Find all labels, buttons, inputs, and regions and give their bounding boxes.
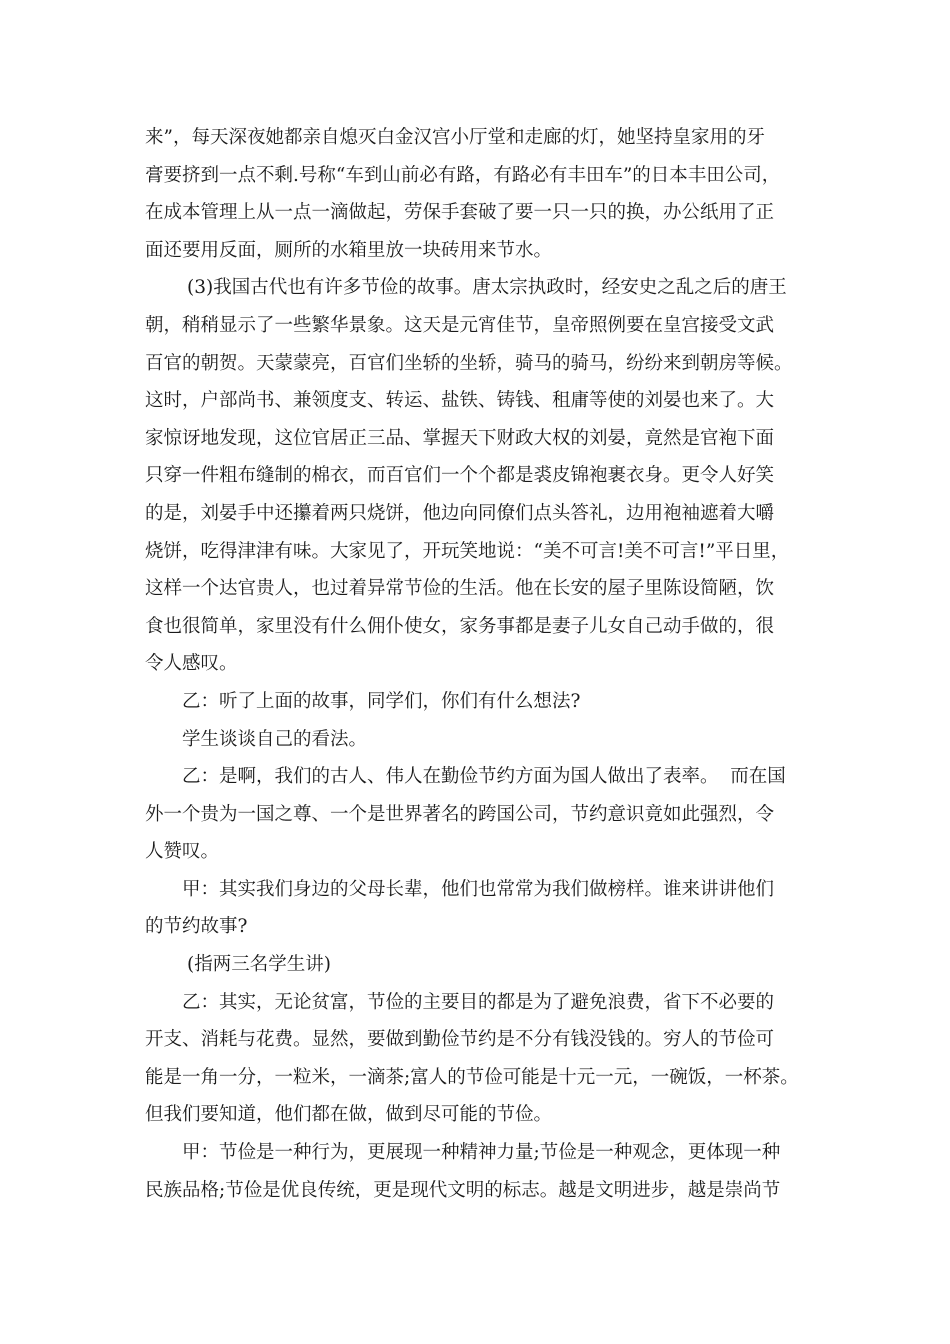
text-line: 但我们要知道，他们都在做，做到尽可能的节俭。 — [145, 1104, 553, 1126]
text-line: 面还要用反面，厕所的水箱里放一块砖用来节水。 — [145, 239, 553, 261]
text-line: 人赞叹。 — [145, 841, 220, 863]
text-line: 乙：其实，无论贫富，节俭的主要目的都是为了避免浪费，省下不必要的 — [182, 991, 775, 1013]
text-line: 甲：节俭是一种行为，更展现一种精神力量;节俭是一种观念，更体现一种 — [182, 1142, 781, 1164]
text-line: 百官的朝贺。天蒙蒙亮，百官们坐轿的坐轿，骑马的骑马，纷纷来到朝房等候。 — [145, 352, 793, 374]
text-line: 烧饼，吃得津津有味。大家见了，开玩笑地说：“美不可言!美不可言!”平日里， — [145, 540, 790, 562]
text-line: (指两三名学生讲) — [187, 954, 331, 976]
text-line: 来”，每天深夜她都亲自熄灭白金汉宫小厅堂和走廊的灯，她坚持皇家用的牙 — [145, 127, 765, 148]
text-line: 食也很简单，家里没有什么佣仆使女，家务事都是妻子儿女自己动手做的，很 — [145, 615, 775, 637]
text-line: 能是一角一分，一粒米，一滴茶;富人的节俭可能是十元一元，一碗饭，一杯茶。 — [145, 1066, 799, 1088]
text-line: 这样一个达官贵人，也过着异常节俭的生活。他在长安的屋子里陈设简陋，饮 — [145, 578, 775, 600]
text-line: 朝，稍稍显示了一些繁华景象。这天是元宵佳节，皇帝照例要在皇宫接受文武 — [145, 314, 775, 336]
text-line: 学生谈谈自己的看法。 — [182, 728, 368, 750]
text-line: 令人感叹。 — [145, 653, 238, 675]
text-line: (3)我国古代也有许多节俭的故事。唐太宗执政时，经安史之乱之后的唐王 — [187, 277, 787, 299]
text-line: 膏要挤到一点不剩.号称“车到山前必有路，有路必有丰田车”的日本丰田公司， — [145, 164, 781, 186]
text-line: 的是，刘晏手中还攥着两只烧饼，他边向同僚们点头答礼，边用袍袖遮着大嚼 — [145, 502, 775, 524]
text-line: 外一个贵为一国之尊、一个是世界著名的跨国公司，节约意识竟如此强烈，令 — [145, 803, 775, 825]
text-line: 的节约故事? — [145, 916, 248, 938]
text-line: 家惊讶地发现，这位官居正三品、掌握天下财政大权的刘晏，竟然是官袍下面 — [145, 427, 775, 449]
text-line: 乙：是啊，我们的古人、伟人在勤俭节约方面为国人做出了表率。 而在国 — [182, 766, 786, 788]
text-line: 只穿一件粗布缝制的棉衣，而百官们一个个都是裘皮锦袍裹衣身。更令人好笑 — [145, 465, 775, 487]
text-line: 在成本管理上从一点一滴做起，劳保手套破了要一只一只的换，办公纸用了正 — [145, 202, 775, 224]
text-line: 这时，户部尚书、兼领度支、转运、盐铁、铸钱、租庸等使的刘晏也来了。大 — [145, 390, 775, 412]
text-line: 民族品格;节俭是优良传统，更是现代文明的标志。越是文明进步，越是崇尚节 — [145, 1179, 781, 1201]
text-line: 乙：听了上面的故事，同学们，你们有什么想法? — [182, 690, 581, 712]
text-line: 开支、消耗与花费。显然，要做到勤俭节约是不分有钱没钱的。穷人的节俭可 — [145, 1029, 775, 1051]
text-line: 甲：其实我们身边的父母长辈，他们也常常为我们做榜样。谁来讲讲他们 — [182, 878, 775, 900]
document-body — [145, 119, 813, 1209]
